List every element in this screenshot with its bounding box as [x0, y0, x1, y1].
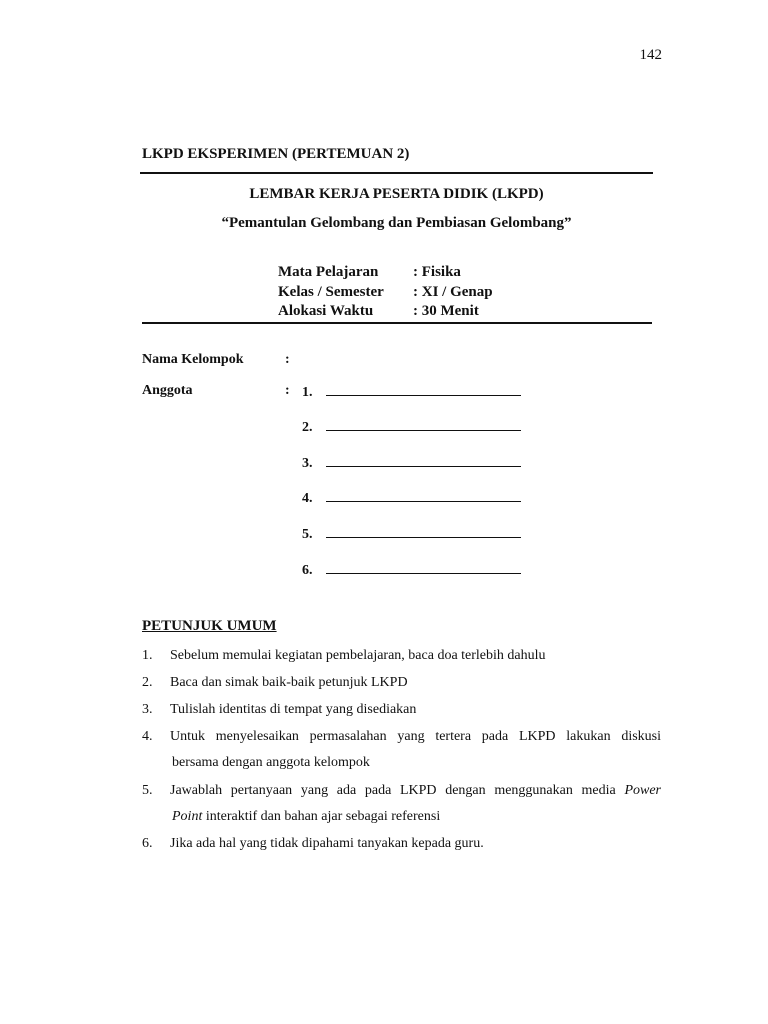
header-divider [140, 172, 653, 174]
member-blank-line[interactable] [326, 489, 521, 502]
meta-label: Alokasi Waktu [278, 303, 374, 319]
member-blank-line[interactable] [326, 525, 521, 538]
member-blank-line[interactable] [326, 454, 521, 467]
item-text-part: Jawablah pertanyaan yang ada pada LKPD dengan menggunakan media [170, 783, 625, 798]
worksheet-subtitle: “Pemantulan Gelombang dan Pembiasan Gelombang” [221, 215, 572, 231]
member-blank-line[interactable] [326, 418, 521, 431]
member-entry-3 [302, 454, 521, 472]
item-number: 1. [142, 648, 153, 663]
item-number: 6. [142, 836, 153, 851]
meta-value: : Fisika [413, 264, 461, 280]
instruction-item [142, 697, 661, 723]
item-number: 3. [142, 702, 153, 717]
meta-row-time [278, 303, 479, 320]
instruction-item [142, 643, 661, 669]
group-name-label: Nama Kelompok [142, 352, 244, 367]
item-text: Sebelum memulai kegiatan pembelajaran, baca doa terlebih dahulu [170, 648, 546, 663]
item-text-continued [142, 804, 661, 830]
item-text: Untuk menyelesaikan permasalahan yang tertera pada LKPD lakukan diskusi [170, 729, 661, 744]
meta-value: : XI / Genap [413, 284, 493, 300]
member-entry-2 [302, 418, 521, 436]
meta-divider [142, 322, 652, 324]
group-name-colon: : [285, 352, 290, 367]
meta-value: : 30 Menit [413, 303, 479, 319]
page-number: 142 [639, 47, 662, 63]
item-text-part: interaktif dan bahan ajar sebagai referensi [202, 809, 441, 824]
member-blank-line[interactable] [326, 383, 521, 396]
worksheet-main-title: LEMBAR KERJA PESERTA DIDIK (LKPD) [249, 186, 544, 202]
meta-label: Mata Pelajaran [278, 264, 379, 280]
member-number: 2. [302, 420, 313, 435]
instruction-item [142, 724, 661, 776]
member-number: 5. [302, 527, 313, 542]
worksheet-header-title: LKPD EKSPERIMEN (PERTEMUAN 2) [142, 146, 410, 162]
item-text [170, 778, 661, 804]
item-number: 2. [142, 675, 153, 690]
item-text-italic: Point [172, 809, 203, 824]
member-entry-6 [302, 561, 521, 579]
member-number: 4. [302, 491, 313, 506]
member-blank-line[interactable] [326, 561, 521, 574]
item-text-continued: bersama dengan anggota kelompok [172, 755, 370, 770]
instruction-item [142, 670, 661, 696]
member-number: 6. [302, 563, 313, 578]
instruction-item [142, 831, 661, 857]
meta-label: Kelas / Semester [278, 284, 384, 300]
meta-row-class [278, 284, 493, 301]
members-label: Anggota [142, 383, 193, 398]
member-number: 1. [302, 385, 313, 400]
item-text-italic: Power [624, 783, 661, 798]
members-colon: : [285, 383, 290, 398]
member-number: 3. [302, 456, 313, 471]
instruction-item [142, 778, 661, 830]
item-number: 4. [142, 729, 153, 744]
instructions-title: PETUNJUK UMUM [142, 618, 277, 634]
member-entry-1 [302, 383, 521, 401]
item-text: Tulislah identitas di tempat yang disediakan [170, 702, 417, 717]
meta-row-subject [278, 264, 461, 281]
member-entry-4 [302, 489, 521, 507]
item-text: Baca dan simak baik-baik petunjuk LKPD [170, 675, 408, 690]
item-text: Jika ada hal yang tidak dipahami tanyakan kepada guru. [170, 836, 484, 851]
item-number: 5. [142, 783, 153, 798]
member-entry-5 [302, 525, 521, 543]
